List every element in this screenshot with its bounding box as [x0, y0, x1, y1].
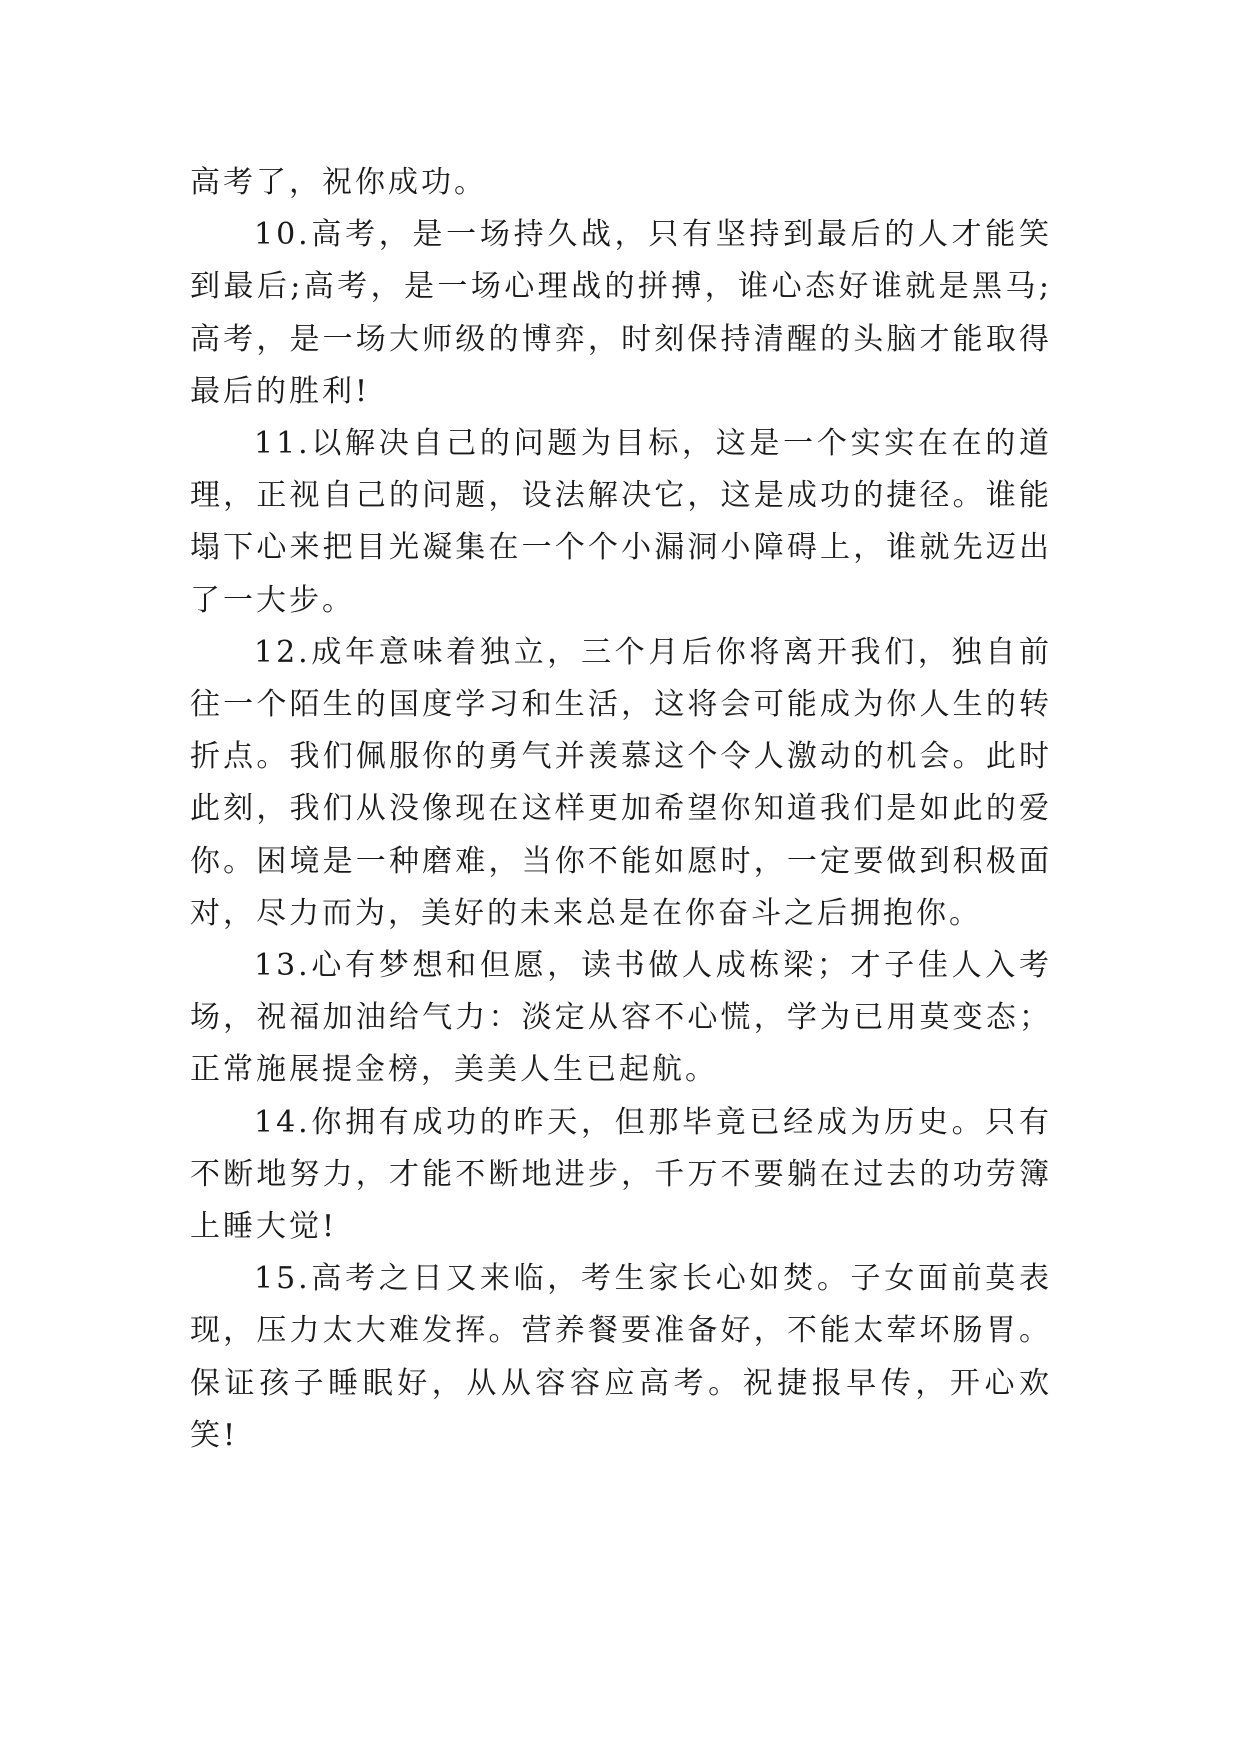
- paragraph-item-14: 14.你拥有成功的昨天，但那毕竟已经成为历史。只有不断地努力，才能不断地进步，千万不要躺在过去的功劳簿上睡大觉!: [190, 1104, 1052, 1245]
- paragraph-item-10: 10.高考，是一场持久战，只有坚持到最后的人才能笑到最后;高考，是一场心理战的拼搏，谁心态好谁就是黑马;高考，是一场大师级的博弈，时刻保持清醒的头脑才能取得最后的胜利!: [190, 217, 1052, 409]
- paragraph-item-15: 15.高考之日又来临，考生家长心如焚。子女面前莫表现，压力太大难发挥。营养餐要准备好，不能太荤坏肠胃。保证孩子睡眠好，从从容容应高考。祝捷报早传，开心欢笑!: [190, 1261, 1052, 1453]
- paragraph-continuation: 高考了，祝你成功。: [190, 165, 487, 200]
- paragraph-item-11: 11.以解决自己的问题为目标，这是一个实实在在的道理，正视自己的问题，设法解决它，这是成功的捷径。谁能塌下心来把目光凝集在一个个小漏洞小障碍上，谁就先迈出了一大步。: [190, 426, 1052, 618]
- paragraph-item-12: 12.成年意味着独立，三个月后你将离开我们，独自前往一个陌生的国度学习和生活，这将会可能成为你人生的转折点。我们佩服你的勇气并羡慕这个令人激动的机会。此时此刻，我们从没像现在这样更加希望你知道我们是如此的爱你。困境是一种磨难，当你不能如愿时，一定要做到积极面对，尽力而为，美好的未来总是在你奋斗之后拥抱你。: [190, 634, 1052, 931]
- paragraph-item-13: 13.心有梦想和但愿，读书做人成栋梁；才子佳人入考场，祝福加油给气力：淡定从容不心慌，学为已用莫变态；正常施展提金榜，美美人生已起航。: [190, 948, 1052, 1088]
- document-page: [190, 157, 1052, 1462]
